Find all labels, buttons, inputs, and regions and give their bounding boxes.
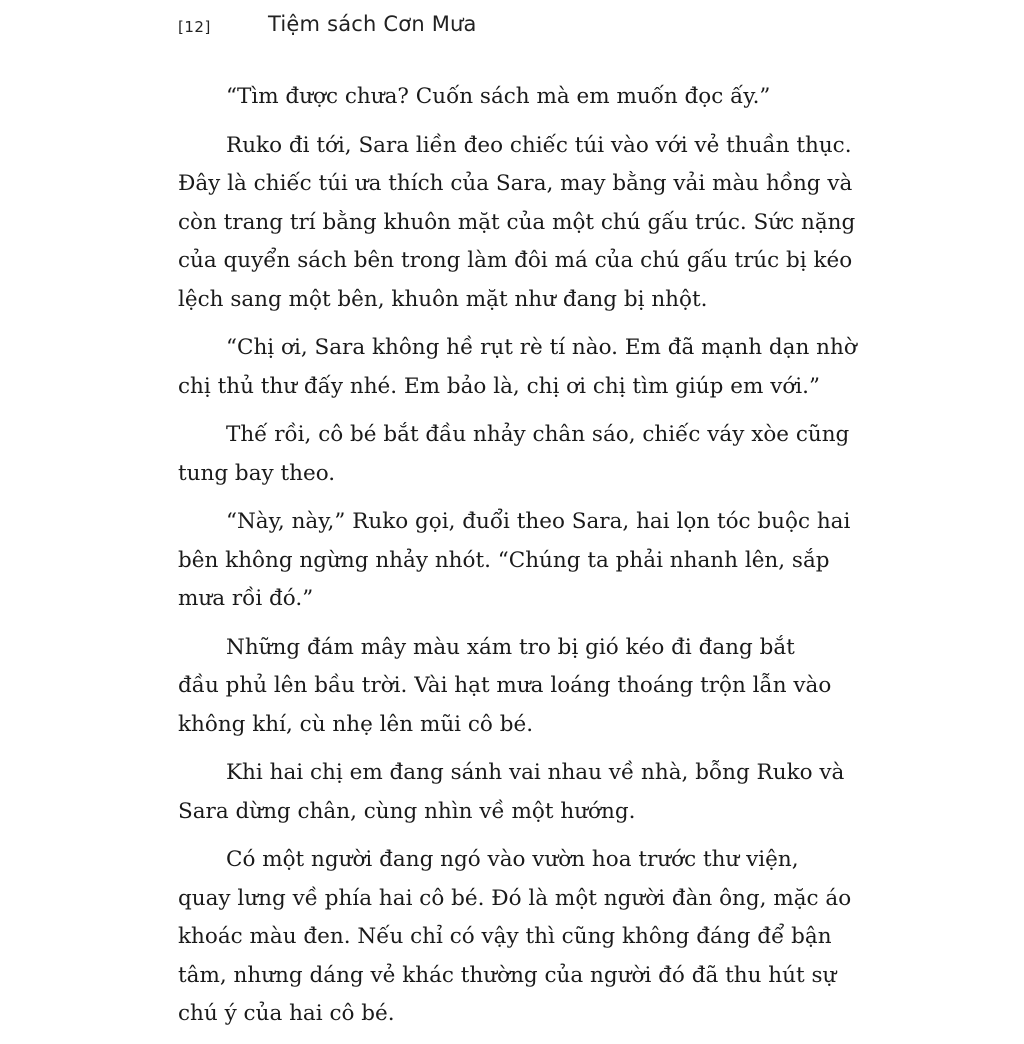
paragraph [178,416,850,493]
paragraph [178,841,852,1034]
text-line: lệch sang một bên, khuôn mặt như đang bị nhột. [178,286,708,312]
text-line: “Này, này,” Ruko gọi, đuổi theo Sara, hai lọn tóc buộc hai [226,509,851,534]
text-line: “Tìm được chưa? Cuốn sách mà em muốn đọc ấy.” [226,84,771,109]
text-line: chị thủ thư đấy nhé. Em bảo là, chị ơi chị tìm giúp em với.” [178,373,820,399]
page-number: [12] [178,18,211,36]
text-line: Ruko đi tới, Sara liền đeo chiếc túi vào với vẻ thuần thục. [226,132,852,158]
text-line: Sara dừng chân, cùng nhìn về một hướng. [178,798,636,824]
text-line: tung bay theo. [178,460,336,486]
paragraph [178,127,856,320]
text-line: “Chị ơi, Sara không hề rụt rè tí nào. Em đã mạnh dạn nhờ [226,335,857,360]
text-line: Khi hai chị em đang sánh vai nhau về nhà, bỗng Ruko và [226,760,845,785]
text-line: mưa rồi đó.” [178,586,314,611]
text-line: Những đám mây màu xám tro bị gió kéo đi đang bắt [226,634,795,660]
book-title: Tiệm sách Cơn Mưa [268,12,477,36]
text-line: bên không ngừng nhảy nhót. “Chúng ta phải nhanh lên, sắp [178,547,830,573]
text-line: tâm, nhưng dáng vẻ khác thường của người đó đã thu hút sự [178,962,837,988]
text-line: còn trang trí bằng khuôn mặt của một chú gấu trúc. Sức nặng [178,209,856,235]
text-line: không khí, cù nhẹ lên mũi cô bé. [178,711,534,737]
paragraph [178,754,845,831]
text-line: Đây là chiếc túi ưa thích của Sara, may bằng vải màu hồng và [178,171,853,196]
paragraph [178,78,810,117]
text-line: khoác màu đen. Nếu chỉ có vậy thì cũng không đáng để bận [178,924,832,949]
text-line: quay lưng về phía hai cô bé. Đó là một người đàn ông, mặc áo [178,885,852,911]
paragraph [178,329,857,406]
paragraph [178,629,832,745]
text-line: Có một người đang ngó vào vườn hoa trước thư viện, [226,847,799,872]
body-text [178,78,857,1044]
text-line: chú ý của hai cô bé. [178,1001,395,1026]
text-line: đầu phủ lên bầu trời. Vài hạt mưa loáng thoáng trộn lẫn vào [178,673,832,698]
paragraph [178,503,851,619]
text-line: Thế rồi, cô bé bắt đầu nhảy chân sáo, chiếc váy xòe cũng [226,422,850,447]
text-line: của quyển sách bên trong làm đôi má của chú gấu trúc bị kéo [178,248,853,273]
